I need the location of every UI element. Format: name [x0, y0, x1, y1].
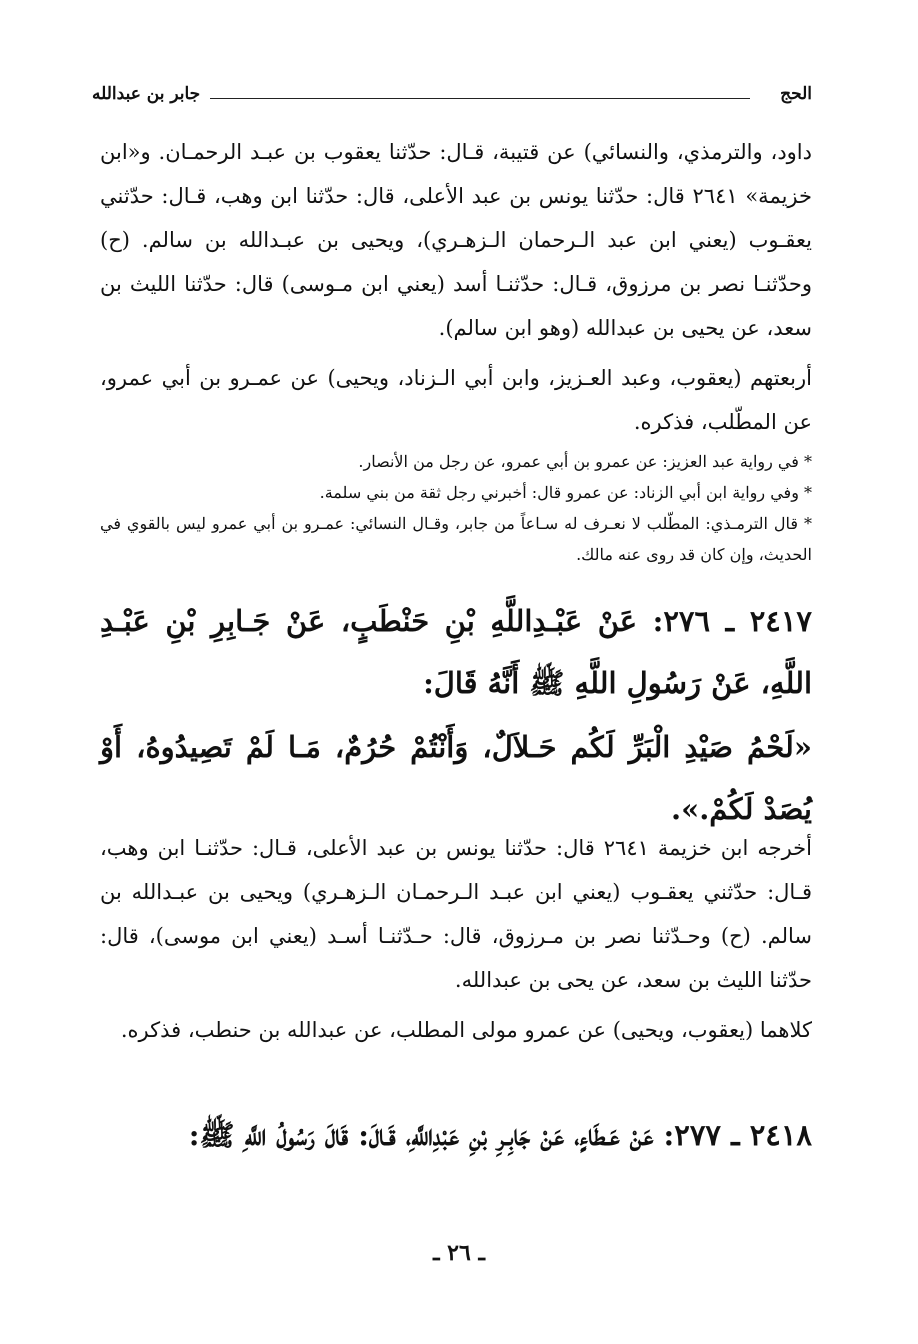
page-number: ـ ٢٦ ـ — [433, 1240, 485, 1266]
header-rule — [210, 98, 750, 99]
paragraph-both-narrators: كلاهما (يعقوب، ويحيى) عن عمرو مولى المطلب، عن عبدالله بن حنطب، فذكره. — [120, 1018, 812, 1042]
paragraph-sources: داود، والترمذي، والنسائي) عن قتيبة، قـال: حدّثنا يعقوب بن عبـد الرحمـان. و«ابن خزيمة» ٢٦٤١ قال: حدّثنا يونس بن عبد الأعلى، قال: حدّثنا ابن وهب، قـال: حدّثني يعقـوب (يعني ابن عبد الـرحمان الـزهـري)، ويحيى بن عبـدالله بن سالم. (ح) وحدّثنـا نصر بن مرزوق، قـال: حدّثنـا أسد (يعني ابن مـوسى) قال: حدّثنا الليث بن سعد، عن يحيى بن عبدالله (وهو ابن سالم). — [100, 140, 812, 340]
footnote-list — [100, 446, 812, 570]
hadith-2418-isnad: ٢٤١٨ ـ ٢٧٧: عَنْ عَـطَاءٍ، عَنْ جَابِـرِ بْنِ عَبْدِاللَّهِ، قَـالَ: قَالَ رَسُولُ اللَّهِ ﷺ: — [188, 1118, 812, 1152]
header-chapter: الحج — [780, 84, 812, 104]
header-narrator: جابر بن عبدالله — [92, 84, 201, 104]
paragraph-four-narrators: أربعتهم (يعقوب، وعبد العـزيز، وابن أبي الـزناد، ويحيى) عن عمـرو بن أبي عمرو، عن المطّلب، فذكره. — [100, 366, 812, 434]
footnote-item: * وفي رواية ابن أبي الزناد: عن عمرو قال: أخبرني رجل ثقة من بني سلمة. — [319, 483, 812, 502]
footnote-item: * قال الترمـذي: المطّلب لا نعـرف له سـاعاً من جابر، وقـال النسائي: عمـرو بن أبي عمرو ليس بالقوي في الحديث، وإن كان قد روى عنه مالك. — [100, 514, 812, 564]
running-header — [92, 84, 812, 112]
footnote-item: * في رواية عبد العزيز: عن عمرو بن أبي عمرو، عن رجل من الأنصار. — [358, 452, 812, 471]
hadith-2417-isnad: ٢٤١٧ ـ ٢٧٦: عَنْ عَبْـدِاللَّهِ بْنِ حَنْطَبٍ، عَنْ جَـابِرِ بْنِ عَبْـدِ اللَّهِ، عَنْ رَسُولِ اللَّهِ ﷺ أَنَّهُ قَالَ: — [100, 604, 812, 700]
hadith-2417-matn: «لَحْمُ صَيْدِ الْبَرِّ لَكُم حَـلاَلٌ، وَأَنْتُمْ حُرُمٌ، مَـا لَمْ تَصِيدُوهُ، أَوْ يُصَدْ لَكُمْ.». — [100, 730, 812, 826]
paragraph-takhrij: أخرجه ابن خزيمة ٢٦٤١ قال: حدّثنا يونس بن عبد الأعلى، قـال: حدّثنـا ابن وهب، قـال: حدّثني يعقـوب (يعني ابن عبـد الـرحمـان الـزهـري) ويحيى بن عبـدالله بن سالم. (ح) وحـدّثنا نصر بن مـرزوق، قال: حـدّثنـا أسـد (يعني ابن موسى)، قال: حدّثنا الليث بن سعد، عن يحى بن عبدالله. — [100, 836, 812, 992]
